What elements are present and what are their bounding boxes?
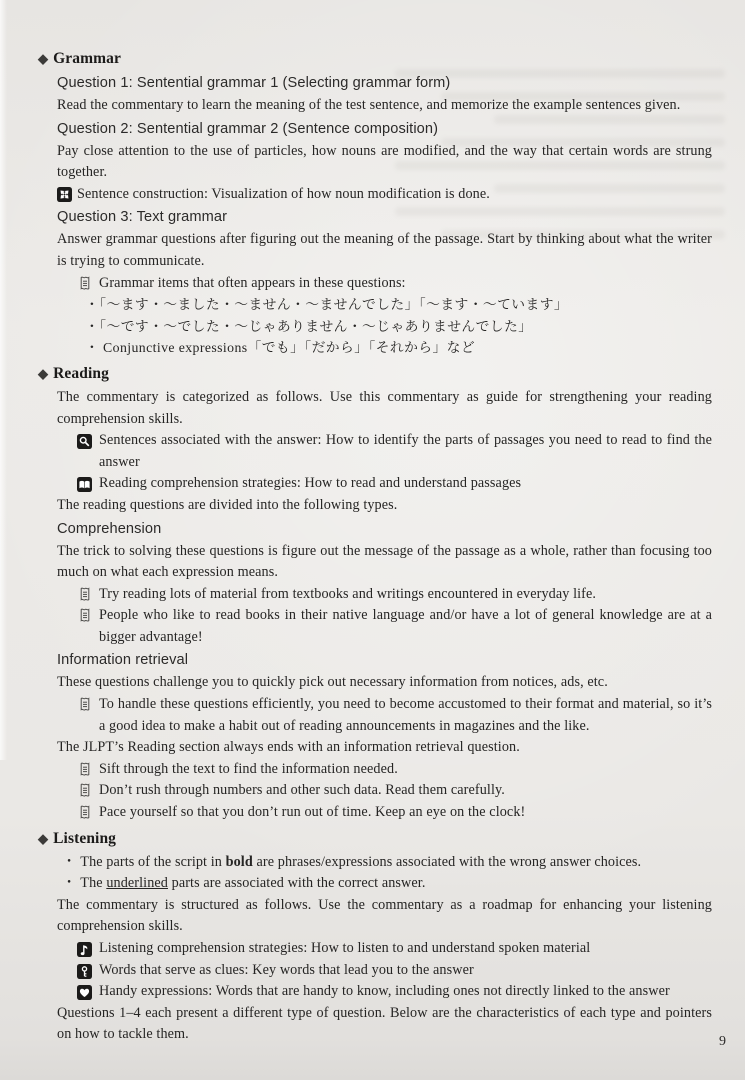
- item-text: Words that serve as clues: Key words that lead you to the answer: [99, 961, 474, 978]
- body-paragraph: The JLPT’s Reading section always ends with an information retrieval question.: [57, 739, 520, 756]
- question-subheading: Question 2: Sentential grammar 2 (Sentence composition): [57, 120, 439, 137]
- item-text: Sift through the text to find the information needed.: [99, 760, 398, 777]
- page-content: [38, 44, 712, 1046]
- body-paragraph: These questions challenge you to quickly pick out necessary information from notices, ads, etc.: [57, 674, 608, 691]
- question-subheading: Comprehension: [57, 520, 162, 537]
- body-paragraph: The trick to solving these questions is figure out the message of the passage as a whole, rather than focusing too much on what each expression means.: [57, 542, 712, 581]
- bulleted-item: [57, 273, 712, 295]
- body-paragraph: Pay close attention to the use of particles, how nouns are modified, and the way that certain words are strung together.: [57, 142, 712, 181]
- text-segment: are phrases/expressions associated with the wrong answer choices.: [252, 853, 642, 870]
- item-text: Sentences associated with the answer: How to identify the parts of passages you need to read to find the answer: [99, 432, 712, 470]
- bold-text-segment: bold: [225, 853, 253, 870]
- text-segment: parts are associated with the correct answer.: [167, 875, 426, 892]
- question-subheading: Question 3: Text grammar: [57, 209, 228, 226]
- bulleted-item: [57, 938, 712, 960]
- scroll-icon: [79, 275, 91, 297]
- section-title: Listening: [53, 829, 117, 847]
- section-title: Reading: [53, 364, 109, 382]
- item-text: People who like to read books in their native language and/or have a lot of general knowledge are at a bigger advantage!: [99, 607, 712, 645]
- item-text: Reading comprehension strategies: How to read and understand passages: [99, 475, 522, 492]
- scroll-icon: [79, 761, 91, 783]
- underlined-text-segment: underlined: [106, 875, 168, 892]
- bulleted-item: [57, 960, 712, 982]
- question-subheading: Question 1: Sentential grammar 1 (Selecting grammar form): [57, 75, 451, 91]
- scan-edge-highlight: [0, 0, 7, 760]
- body-paragraph: Questions 1–4 each present a different type of question. Below are the characteristics of each type and pointers on how to tackle them.: [57, 1004, 712, 1043]
- bulleted-item: [57, 981, 712, 1003]
- scroll-icon: [79, 782, 91, 804]
- dot-bullet-line: [57, 852, 712, 874]
- body-paragraph: The commentary is categorized as follows. Use this commentary as guide for strengthening your reading comprehension skills.: [57, 388, 712, 427]
- middle-dot-bullet: ・: [62, 875, 77, 892]
- bulleted-item: [57, 430, 712, 473]
- body-paragraph: The commentary is structured as follows. Use the commentary as a roadmap for enhancing your listening comprehension skills.: [57, 896, 712, 935]
- scroll-icon: [79, 586, 91, 608]
- diamond-icon: ◆: [38, 830, 49, 846]
- japanese-example-line: ・「〜です・〜でした・〜じゃありません・〜じゃありませんでした」: [85, 318, 533, 334]
- body-paragraph: Answer grammar questions after figuring out the meaning of the passage. Start by thinking about what the writer is trying to communicate.: [57, 231, 712, 269]
- item-text: Grammar items that often appears in these questions:: [99, 274, 406, 291]
- magnifier-icon: [77, 433, 92, 455]
- icon-note-text: Sentence construction: Visualization of how noun modification is done.: [77, 185, 490, 202]
- pinwheel-icon: [57, 188, 72, 204]
- diamond-icon: ◆: [38, 365, 49, 381]
- text-segment: The: [80, 875, 107, 892]
- bulleted-item: [57, 605, 712, 648]
- bulleted-item: [57, 584, 712, 606]
- text-segment: The parts of the script in: [80, 853, 226, 870]
- bulleted-item: [57, 802, 712, 824]
- middle-dot-bullet: ・: [62, 853, 77, 870]
- body-paragraph: The reading questions are divided into the following types.: [57, 496, 398, 513]
- item-text: Handy expressions: Words that are handy to know, including ones not directly linked to the answer: [99, 983, 670, 1000]
- icon-note-line: [57, 184, 712, 206]
- body-paragraph: Read the commentary to learn the meaning of the test sentence, and memorize the example sentences given.: [57, 97, 681, 113]
- dot-bullet-line: [57, 873, 712, 895]
- bulleted-item: [57, 694, 712, 737]
- item-text: Try reading lots of material from textbooks and writings encountered in everyday life.: [99, 585, 597, 602]
- page-number: 9: [719, 1034, 726, 1049]
- diamond-icon: ◆: [38, 51, 49, 66]
- japanese-example-line: ・ Conjunctive expressions「でも」「だから」「それから」など: [85, 340, 476, 356]
- section-heading-listening: [38, 828, 712, 850]
- question-subheading: Information retrieval: [57, 652, 189, 669]
- item-text: Listening comprehension strategies: How to listen to and understand spoken material: [99, 940, 591, 956]
- item-text: Pace yourself so that you don’t run out of time. Keep an eye on the clock!: [99, 804, 526, 821]
- japanese-example-line: ・「〜ます・〜ました・〜ません・〜ませんでした」「〜ます・〜ています」: [85, 297, 569, 313]
- heart-icon: [77, 984, 92, 1006]
- section-heading-grammar: [38, 48, 712, 70]
- scroll-icon: [79, 696, 91, 718]
- book-icon: [77, 476, 92, 498]
- section-title: Grammar: [53, 50, 121, 67]
- item-text: To handle these questions efficiently, you need to become accustomed to their format and material, so it’s a good idea to make a habit out of reading announcements in magazines and the like.: [99, 696, 712, 734]
- bulleted-item: [57, 780, 712, 802]
- bulleted-item: [57, 759, 712, 781]
- scroll-icon: [79, 607, 91, 629]
- section-heading-reading: [38, 363, 712, 385]
- item-text: Don’t rush through numbers and other such data. Read them carefully.: [99, 782, 505, 799]
- bulleted-item: [57, 473, 712, 495]
- scroll-icon: [79, 804, 91, 826]
